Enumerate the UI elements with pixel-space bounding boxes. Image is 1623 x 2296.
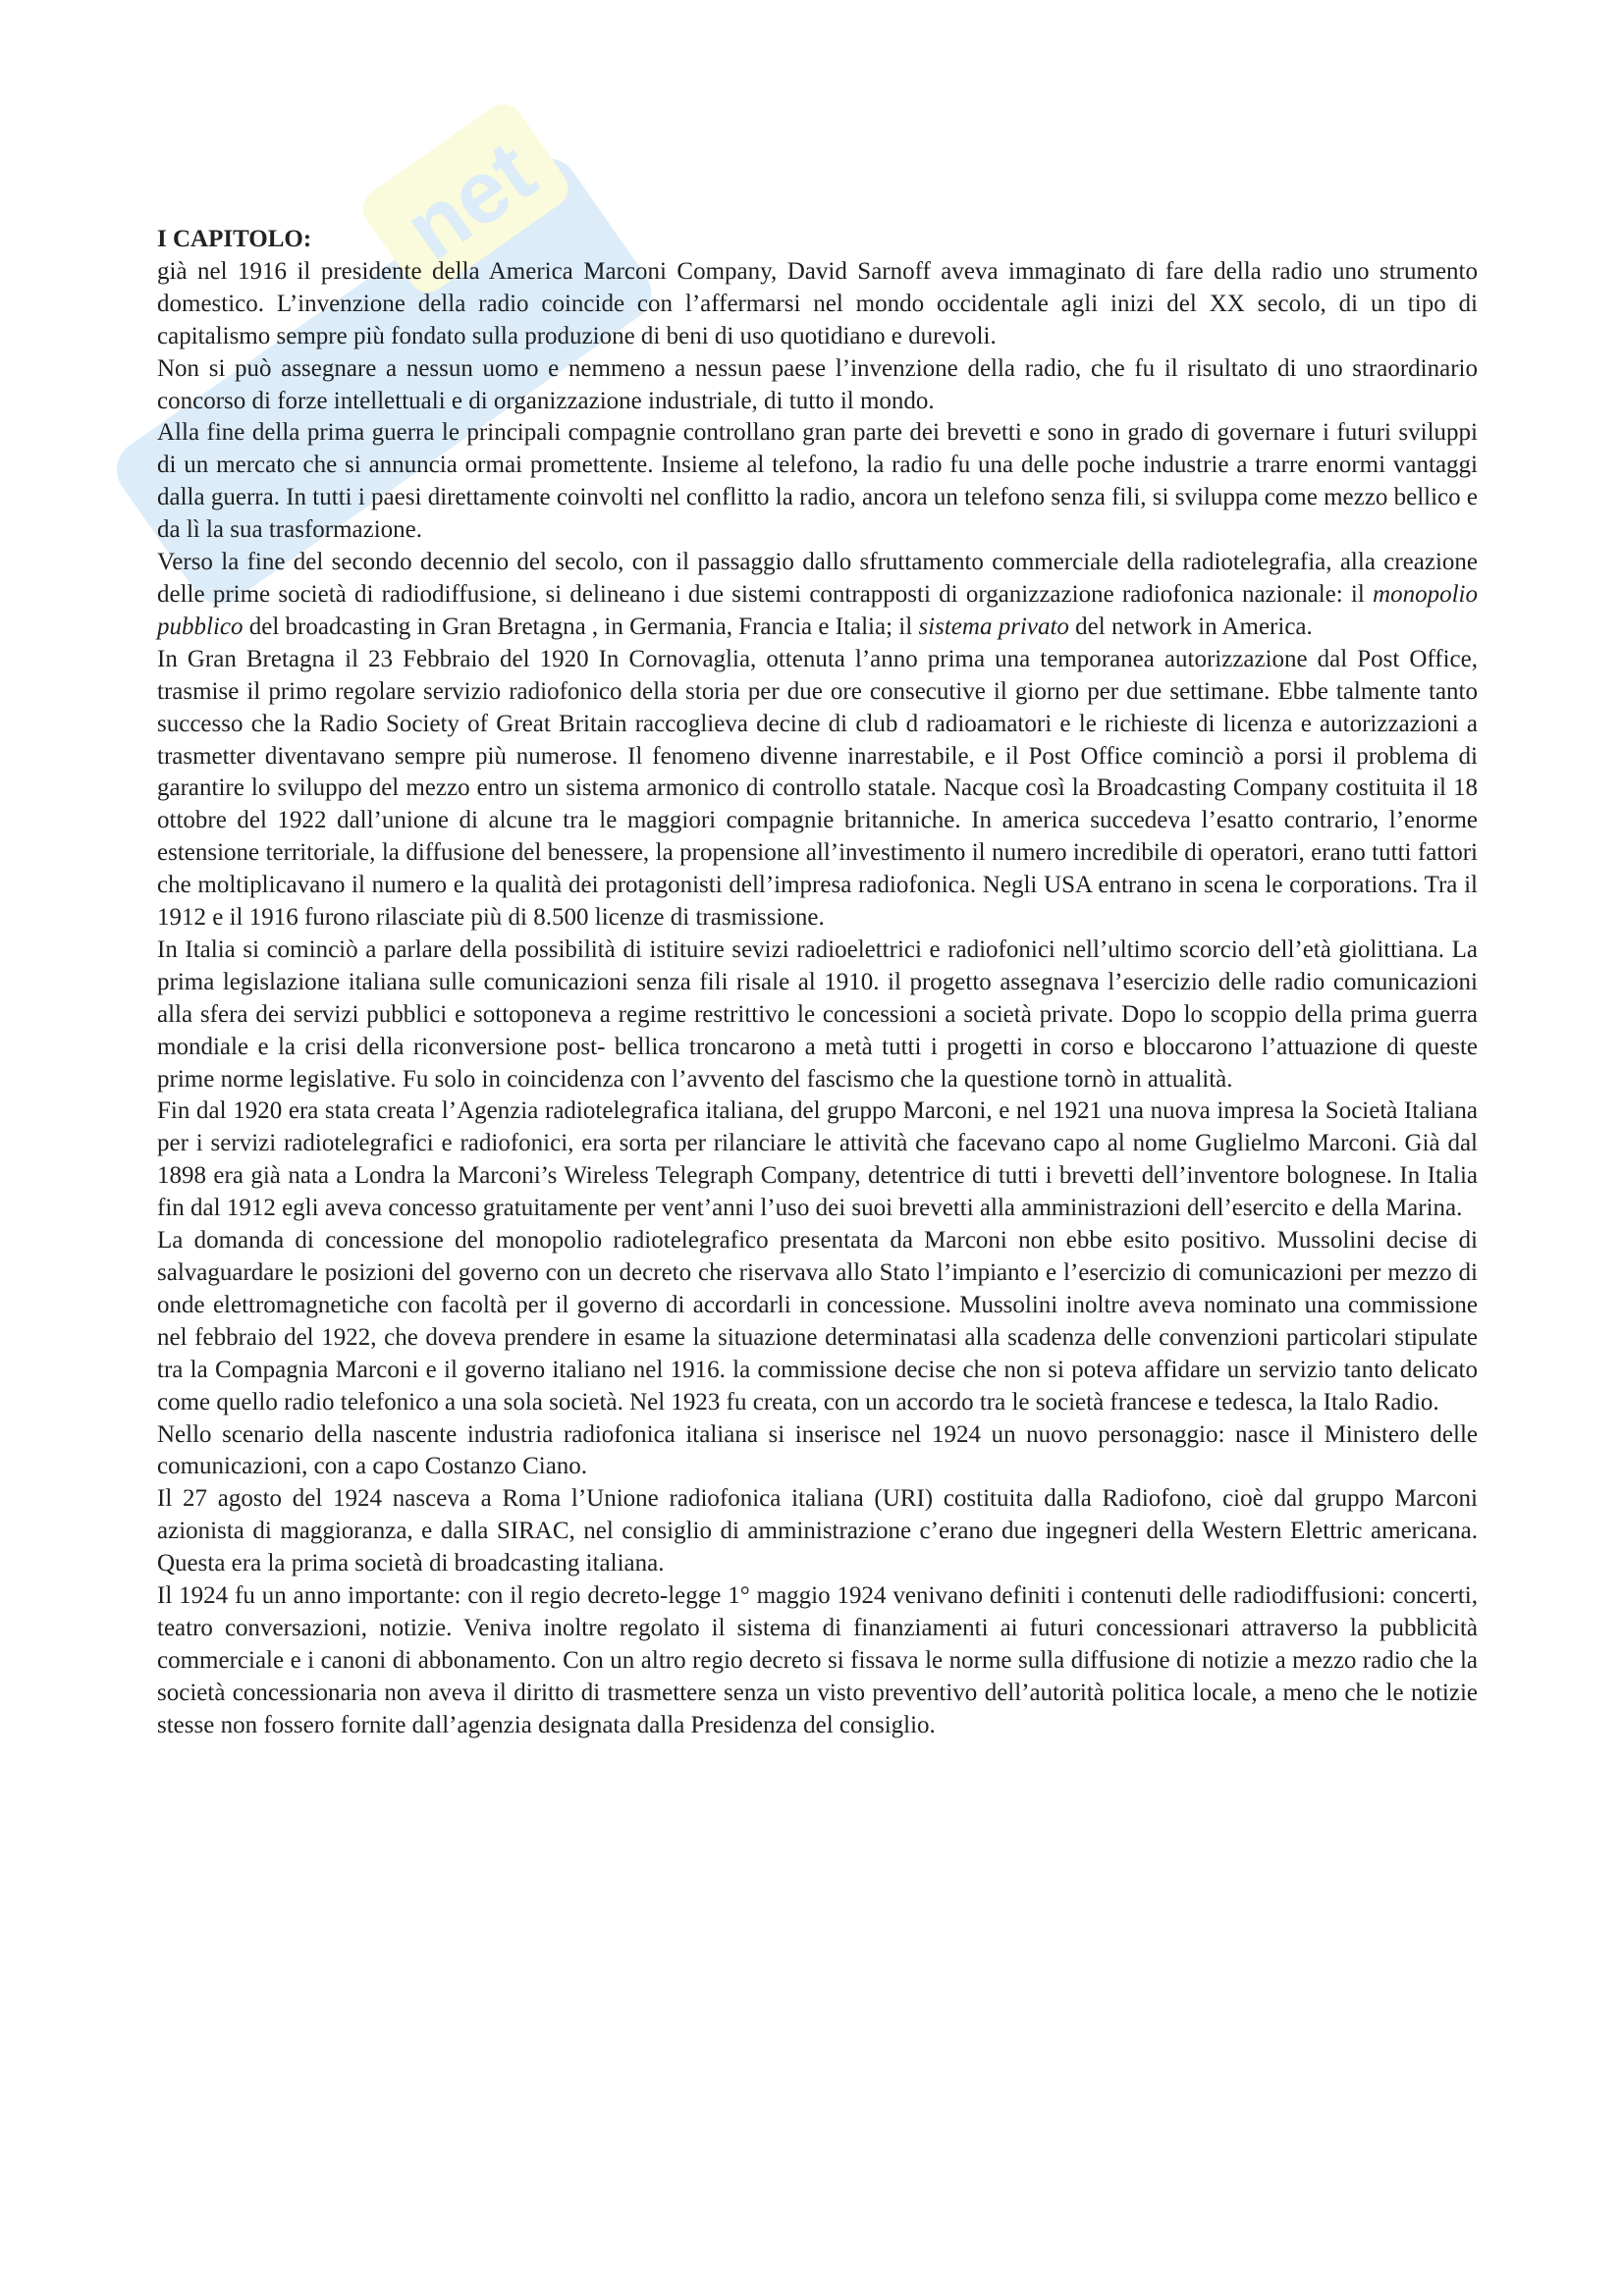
document-body — [157, 224, 1478, 1742]
paragraph-5: In Gran Bretagna il 23 Febbraio del 1920 In Cornovaglia, ottenuta l’anno prima una temporanea autorizzazione dal Post Office, trasmise il primo regolare servizio radiofonico della storia per due ore consecutive il giorno per due settimane. Ebbe talmente tanto successo che la Radio Society of Great Britain raccoglieva decine di club d radioamatori e le richieste di licenza e autorizzazioni a trasmetter diventavano sempre più numerose. Il fenomeno divenne inarrestabile, e il Post Office cominciò a porsi il problema di garantire lo sviluppo del mezzo entro un sistema armonico di controllo statale. Nacque così la Broadcasting Company costituita il 18 ottobre del 1922 dall’unione di alcune tra le maggiori compagnie britanniche. In america succedeva l’esatto contrario, l’enorme estensione territoriale, la diffusione del benessere, la propensione all’investimento il numero incredibile di operatori, erano tutti fattori che moltiplicavano il numero e la qualità dei protagonisti dell’impresa radiofonica. Negli USA entrano in scena le corporations. Tra il 1912 e il 1916 furono rilasciate più di 8.500 licenze di trasmissione. — [157, 645, 1478, 932]
paragraph-4-part-c: del network in America. — [1068, 613, 1313, 640]
paragraph-1: già nel 1916 il presidente della America Marconi Company, David Sarnoff aveva immaginato di fare della radio uno strumento domestico. L’invenzione della radio coincide con l’affermarsi nel mondo occidentale agli inizi del XX secolo, di un tipo di capitalismo sempre più fondato sulla produzione di beni di uso quotidiano e durevoli. — [157, 257, 1478, 349]
chapter-heading: I CAPITOLO: — [157, 226, 312, 252]
watermark-text: net — [388, 122, 554, 280]
paragraph-8: La domanda di concessione del monopolio radiotelegrafico presentata da Marconi non ebbe esito positivo. Mussolini decise di salvaguardare le posizioni del governo con un decreto che riservava allo Stato l’impianto e l’esercizio di comunicazioni per mezzo di onde elettromagnetiche con facoltà per il governo di accordarli in concessione. Mussolini inoltre aveva nominato una commissione nel febbraio del 1922, che doveva prendere in esame la situazione determinatasi alla scadenza delle convenzioni particolari stipulate tra la Compagnia Marconi e il governo italiano nel 1916. la commissione decise che non si poteva affidare un servizio tanto delicato come quello radio telefonico a una sola società. Nel 1923 fu creata, con un accordo tra le società francese e tedesca, la Italo Radio. — [157, 1227, 1478, 1415]
paragraph-6: In Italia si cominciò a parlare della possibilità di istituire sevizi radioelettrici e radiofonici nell’ultimo scorcio dell’età giolittiana. La prima legislazione italiana sulle comunicazioni senza fili risale al 1910. il progetto assegnava l’esercizio delle radio comunicazioni alla sfera dei servizi pubblici e sottoponeva a regime restrittivo le concessioni a società private. Dopo lo scoppio della prima guerra mondiale e la crisi della riconversione post- bellica troncarono a metà tutti i progetti in corso e bloccarono l’attuazione di queste prime norme legislative. Fu solo in coincidenza con l’avvento del fascismo che la questione tornò in attualità. — [157, 935, 1478, 1093]
paragraph-7: Fin dal 1920 era stata creata l’Agenzia radiotelegrafica italiana, del gruppo Marconi, e nel 1921 una nuova impresa la Società Italiana per i servizi radiotelegrafici e radiofonici, era sorta per rilanciare le attività che facevano capo al nome Guglielmo Marconi. Già dal 1898 era già nata a Londra la Marconi’s Wireless Telegraph Company, detentrice di tutti i brevetti dell’inventore bolognese. In Italia fin dal 1912 egli aveva concesso gratuitamente per vent’anni l’uso dei suoi brevetti alla amministrazioni dell’esercito e della Marina. — [157, 1097, 1478, 1222]
paragraph-4-italic-1: monopolio pubblico — [157, 580, 1478, 640]
paragraph-9: Nello scenario della nascente industria radiofonica italiana si inserisce nel 1924 un nuovo personaggio: nasce il Ministero delle comunicazioni, con a capo Costanzo Ciano. — [157, 1420, 1478, 1480]
paragraph-3: Alla fine della prima guerra le principali compagnie controllano gran parte dei brevetti e sono in grado di governare i futuri sviluppi di un mercato che si annuncia ormai promettente. Insieme al telefono, la radio fu una delle poche industrie a trarre enormi vantaggi dalla guerra. In tutti i paesi direttamente coinvolti nel conflitto la radio, ancora un telefono senza fili, si sviluppa come mezzo bellico e da lì la sua trasformazione. — [157, 419, 1478, 544]
paragraph-4-part-b: del broadcasting in Gran Bretagna , in Germania, Francia e Italia; il — [243, 613, 919, 640]
paragraph-4-part-a: Verso la fine del secondo decennio del secolo, con il passaggio dallo sfruttamento commerciale della radiotelegrafia, alla creazione delle prime società di radiodiffusione, si delineano i due sistemi contrapposti di organizzazione radiofonica nazionale: il — [157, 549, 1478, 608]
paragraph-2: Non si può assegnare a nessun uomo e nemmeno a nessun paese l’invenzione della radio, che fu il risultato di uno straordinario concorso di forze intellettuali e di organizzazione industriale, di tutto il mondo. — [157, 354, 1478, 414]
paragraph-10: Il 27 agosto del 1924 nasceva a Roma l’Unione radiofonica italiana (URI) costituita dalla Radiofono, cioè dal gruppo Marconi azionista di maggioranza, e dalla SIRAC, nel consiglio di amministrazione c’erano due ingegneri della Western Elettric americana. Questa era la prima società di broadcasting italiana. — [157, 1485, 1478, 1577]
paragraph-4-italic-2: sistema privato — [918, 613, 1069, 640]
paragraph-4 — [157, 547, 1478, 644]
paragraph-11: Il 1924 fu un anno importante: con il regio decreto-legge 1° maggio 1924 venivano definiti i contenuti delle radiodiffusioni: concerti, teatro conversazioni, notizie. Veniva inoltre regolato il sistema di finanziamenti ai futuri concessionari attraverso la pubblicità commerciale e i canoni di abbonamento. Con un altro regio decreto si fissava le norme sulla diffusione di notizie a mezzo radio che la società concessionaria non aveva il diritto di trasmettere senza un visto preventivo dell’autorità politica locale, a meno che le notizie stesse non fossero fornite dall’agenzia designata dalla Presidenza del consiglio. — [157, 1582, 1478, 1738]
